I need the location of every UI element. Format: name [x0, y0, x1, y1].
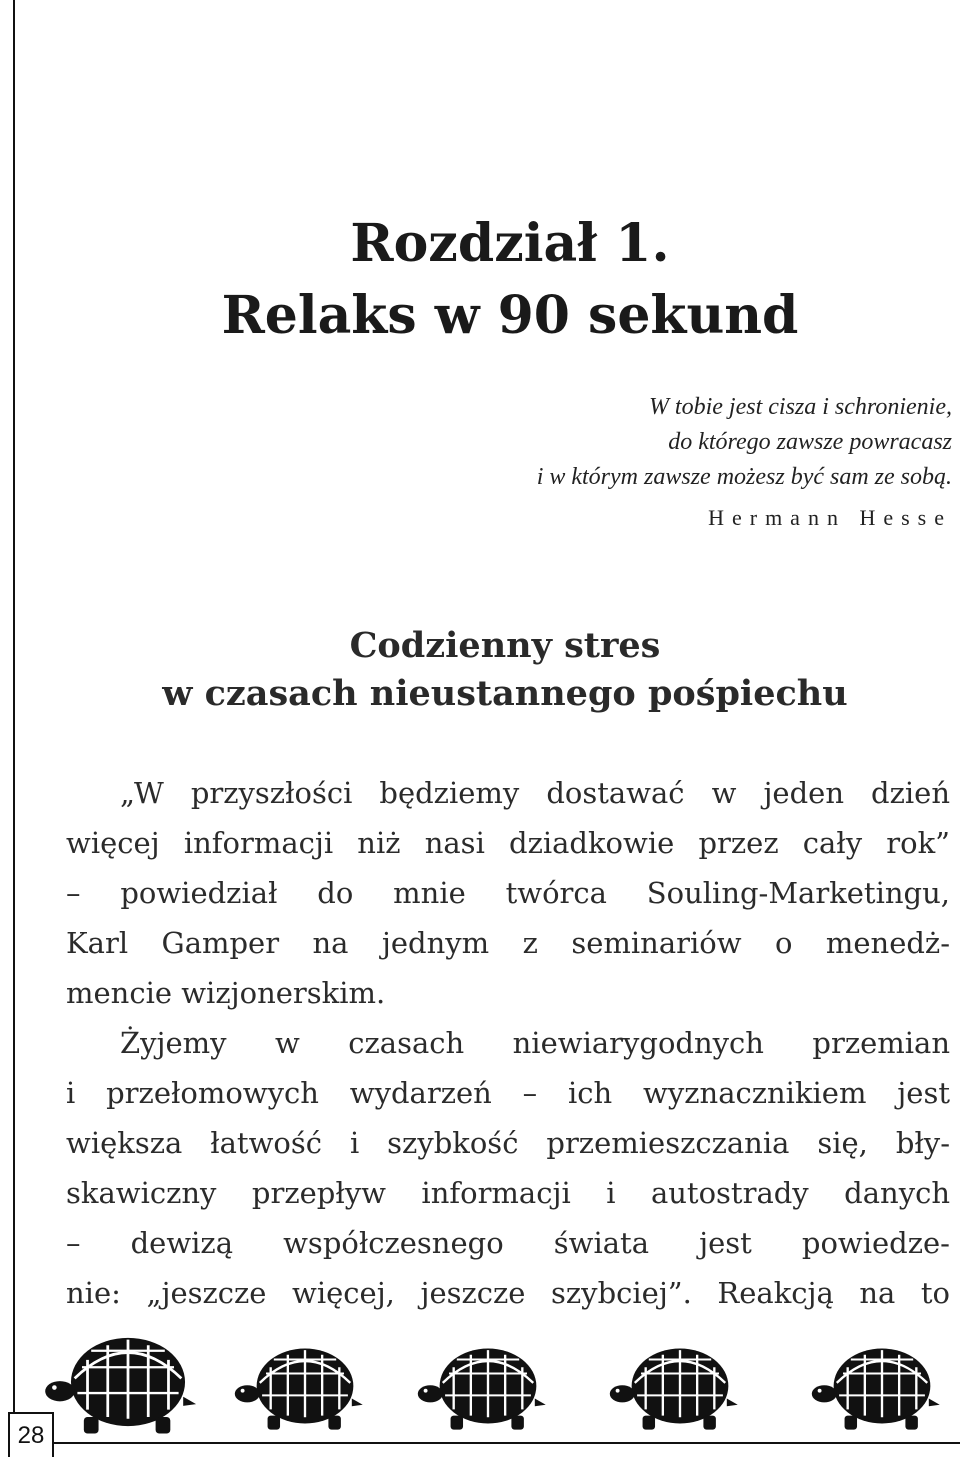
chapter-title-line-1: Rozdział 1. [350, 213, 670, 274]
page-frame-bottom-rule [54, 1442, 960, 1444]
epigraph [352, 390, 952, 495]
turtle-decoration-row [20, 1320, 960, 1445]
body-line: „W przyszłości będziemy dostawać w jeden dzień [120, 776, 950, 810]
body-line: skawiczny przepływ informacji i autostrady danych [66, 1176, 950, 1210]
body-line: Karl Gamper na jednym z seminariów o menedż- [66, 926, 950, 960]
body-text [66, 768, 950, 1318]
body-line: Żyjemy w czasach niewiarygodnych przemian [120, 1026, 950, 1060]
turtle-icon [610, 1349, 738, 1430]
turtle-icon [45, 1338, 196, 1434]
turtle-icon [418, 1349, 546, 1430]
body-line: nie: „jeszcze więcej, jeszcze szybciej”. Reakcją na to [66, 1276, 950, 1310]
body-line: więcej informacji niż nasi dziadkowie przez cały rok” [66, 826, 950, 860]
turtle-icon [812, 1349, 940, 1430]
chapter-title-line-2: Relaks w 90 sekund [221, 285, 799, 346]
section-title-line-2: w czasach nieustannego pośpiechu [162, 673, 848, 714]
epigraph-line: W tobie jest cisza i schronienie, [648, 394, 952, 420]
epigraph-line: i w którym zawsze możesz być sam ze sobą. [536, 464, 952, 490]
body-line: – dewizą współczesnego świata jest powiedze- [66, 1226, 950, 1260]
epigraph-author: Hermann Hesse [708, 505, 952, 530]
page-frame-vertical-rule [13, 0, 15, 1412]
body-line: – powiedział do mnie twórca Souling-Marketingu, [66, 876, 950, 910]
turtle-icon [235, 1349, 363, 1430]
body-line: większa łatwość i szybkość przemieszczania się, bły- [66, 1126, 950, 1160]
section-title-line-1: Codzienny stres [349, 625, 661, 666]
epigraph-line: do którego zawsze powracasz [668, 429, 952, 455]
body-line: mencie wizjonerskim. [66, 976, 386, 1010]
body-line: i przełomowych wydarzeń – ich wyznacznikiem jest [66, 1076, 950, 1110]
page-number: 28 [8, 1412, 54, 1457]
